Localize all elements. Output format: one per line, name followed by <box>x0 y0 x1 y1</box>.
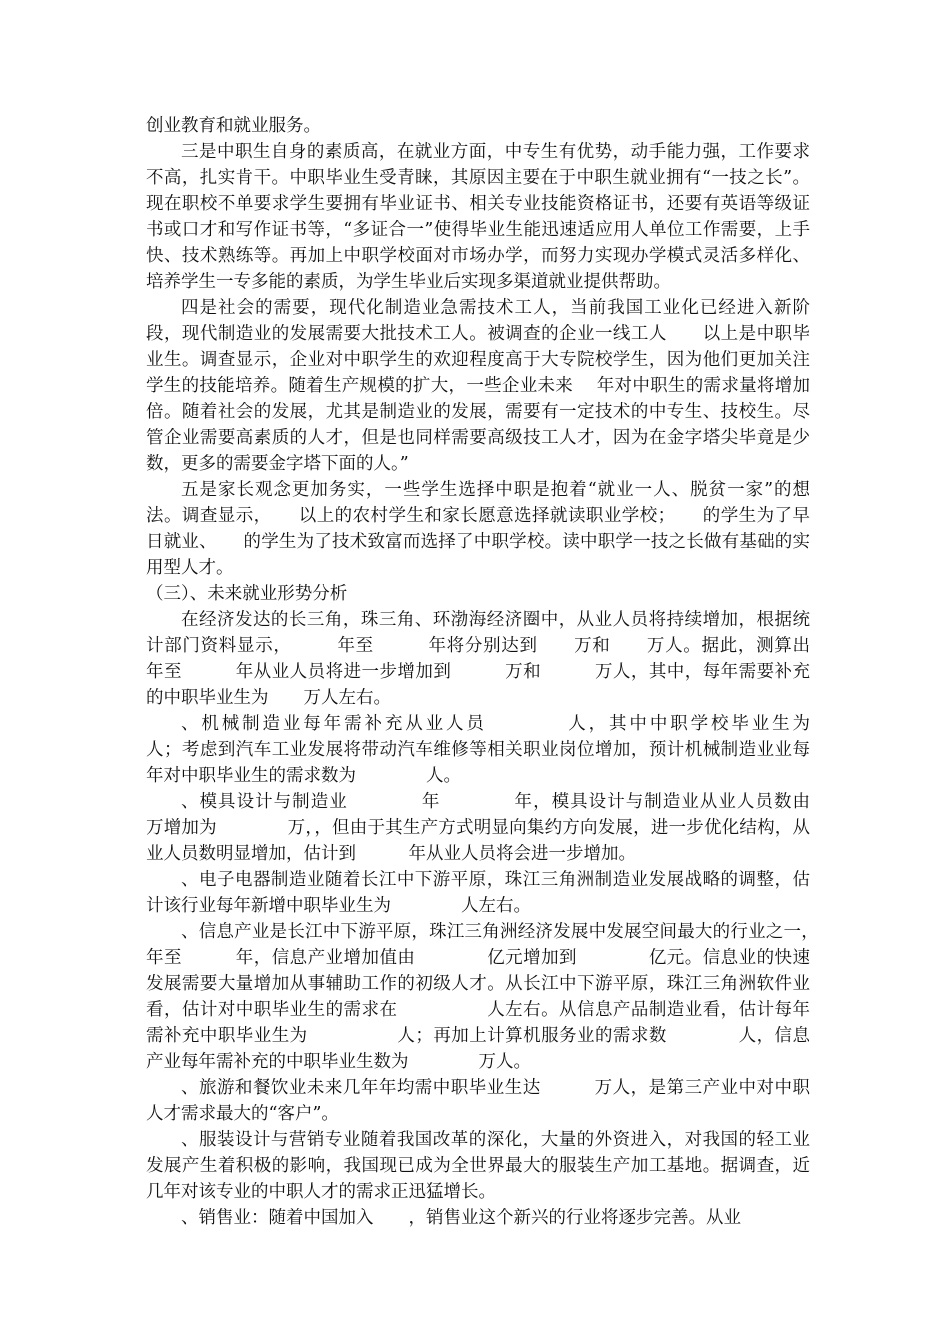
paragraph-13: 、销售业：随着中国加入 ，销售业这个新兴的行业将逐步完善。从业 <box>181 1208 741 1228</box>
paragraph-6: 在经济发达的长三角，珠三角、环渤海经济圈中，从业人员将持续增加，根据统计部门资料显示， 年至 年将分别达到 万和 万人。据此，测算出 年至 年从业人员将进一步增加到 万和 万人，其中，每年需要补充的中职毕业生为 万人左右。 <box>146 610 863 708</box>
paragraph-7: 、机械制造业每年需补充从业人员 人，其中中职学校毕业生为 人；考虑到汽车工业发展将带动汽车维修等相关职业岗位增加，预计机械制造业业每年对中职毕业生的需求数为 人。 <box>146 714 880 786</box>
document-body <box>146 113 880 1231</box>
paragraph-9: 、电子电器制造业随着长江中下游平原，珠江三角洲制造业发展战略的调整，估计该行业每年新增中职毕业生为 人左右。 <box>146 870 810 916</box>
paragraph-12: 、服装设计与营销专业随着我国改革的深化，大量的外资进入，对我国的轻工业发展产生着积极的影响，我国现已成为全世界最大的服装生产加工基地。据调查，近几年对该专业的中职人才的需求正迅猛增长。 <box>146 1130 810 1202</box>
section-heading: （三）、未来就业形势分析 <box>146 584 348 604</box>
paragraph-10: 、信息产业是长江中下游平原，珠江三角洲经济发展中发展空间最大的行业之一， 年至 年，信息产业增加值由 亿元增加到 亿元。信息业的快速发展需要大量增加从事辅助工作的初级人才。从长江中下游平原，珠江三角洲软件业看，估计对中职毕业生的需求在 人左右。从信息产品制造业看，估计每年需补充中职毕业生为 人；再加上计算机服务业的需求数 人，信息产业每年需补充的中职毕业生数为 万人。 <box>146 922 863 1072</box>
paragraph-8: 、模具设计与制造业 年 年，模具设计与制造业从业人员数由 万增加为 万，，但由于其生产方式明显向集约方向发展，进一步优化结构，从业人员数明显增加，估计到 年从业人员将会进一步增加。 <box>146 792 845 864</box>
paragraph-1: 创业教育和就业服务。 <box>146 116 321 136</box>
paragraph-2: 三是中职生自身的素质高，在就业方面，中专生有优势，动手能力强，工作要求不高，扎实肯干。中职毕业生受青睐，其原因主要在于中职生就业拥有“一技之长”。现在职校不单要求学生要拥有毕业证书、相关专业技能资格证书，还要有英语等级证书或口才和写作证书等，“多证合一”使得毕业生能迅速适应用人单位工作需要，上手快、技术熟练等。再加上中职学校面对市场办学，而努力实现办学模式灵活多样化、培养学生一专多能的素质，为学生毕业后实现多渠道就业提供帮助。 <box>146 142 810 292</box>
paragraph-11: 、旅游和餐饮业未来几年年均需中职毕业生达 万人，是第三产业中对中职人才需求最大的“客户”。 <box>146 1078 810 1124</box>
paragraph-4: 五是家长观念更加务实，一些学生选择中职是抱着“就业一人、脱贫一家”的想法。调查显示， 以上的农村学生和家长愿意选择就读职业学校； 的学生为了早日就业、 的学生为了技术致富而选择了中职学校。读中职学一技之长做有基础的实用型人才。 <box>146 480 810 578</box>
paragraph-3: 四是社会的需要，现代化制造业急需技术工人，当前我国工业化已经进入新阶段，现代制造业的发展需要大批技术工人。被调查的企业一线工人 以上是中职毕业生。调查显示，企业对中职学生的欢迎程度高于大专院校学生，因为他们更加关注学生的技能培养。随着生产规模的扩大，一些企业未来 年对中职生的需求量将增加 倍。随着社会的发展，尤其是制造业的发展，需要有一定技术的中专生、技校生。尽管企业需要高素质的人才，但是也同样需要高级技工人才，因为在金字塔尖毕竟是少数，更多的需要金字塔下面的人。” <box>146 298 828 474</box>
